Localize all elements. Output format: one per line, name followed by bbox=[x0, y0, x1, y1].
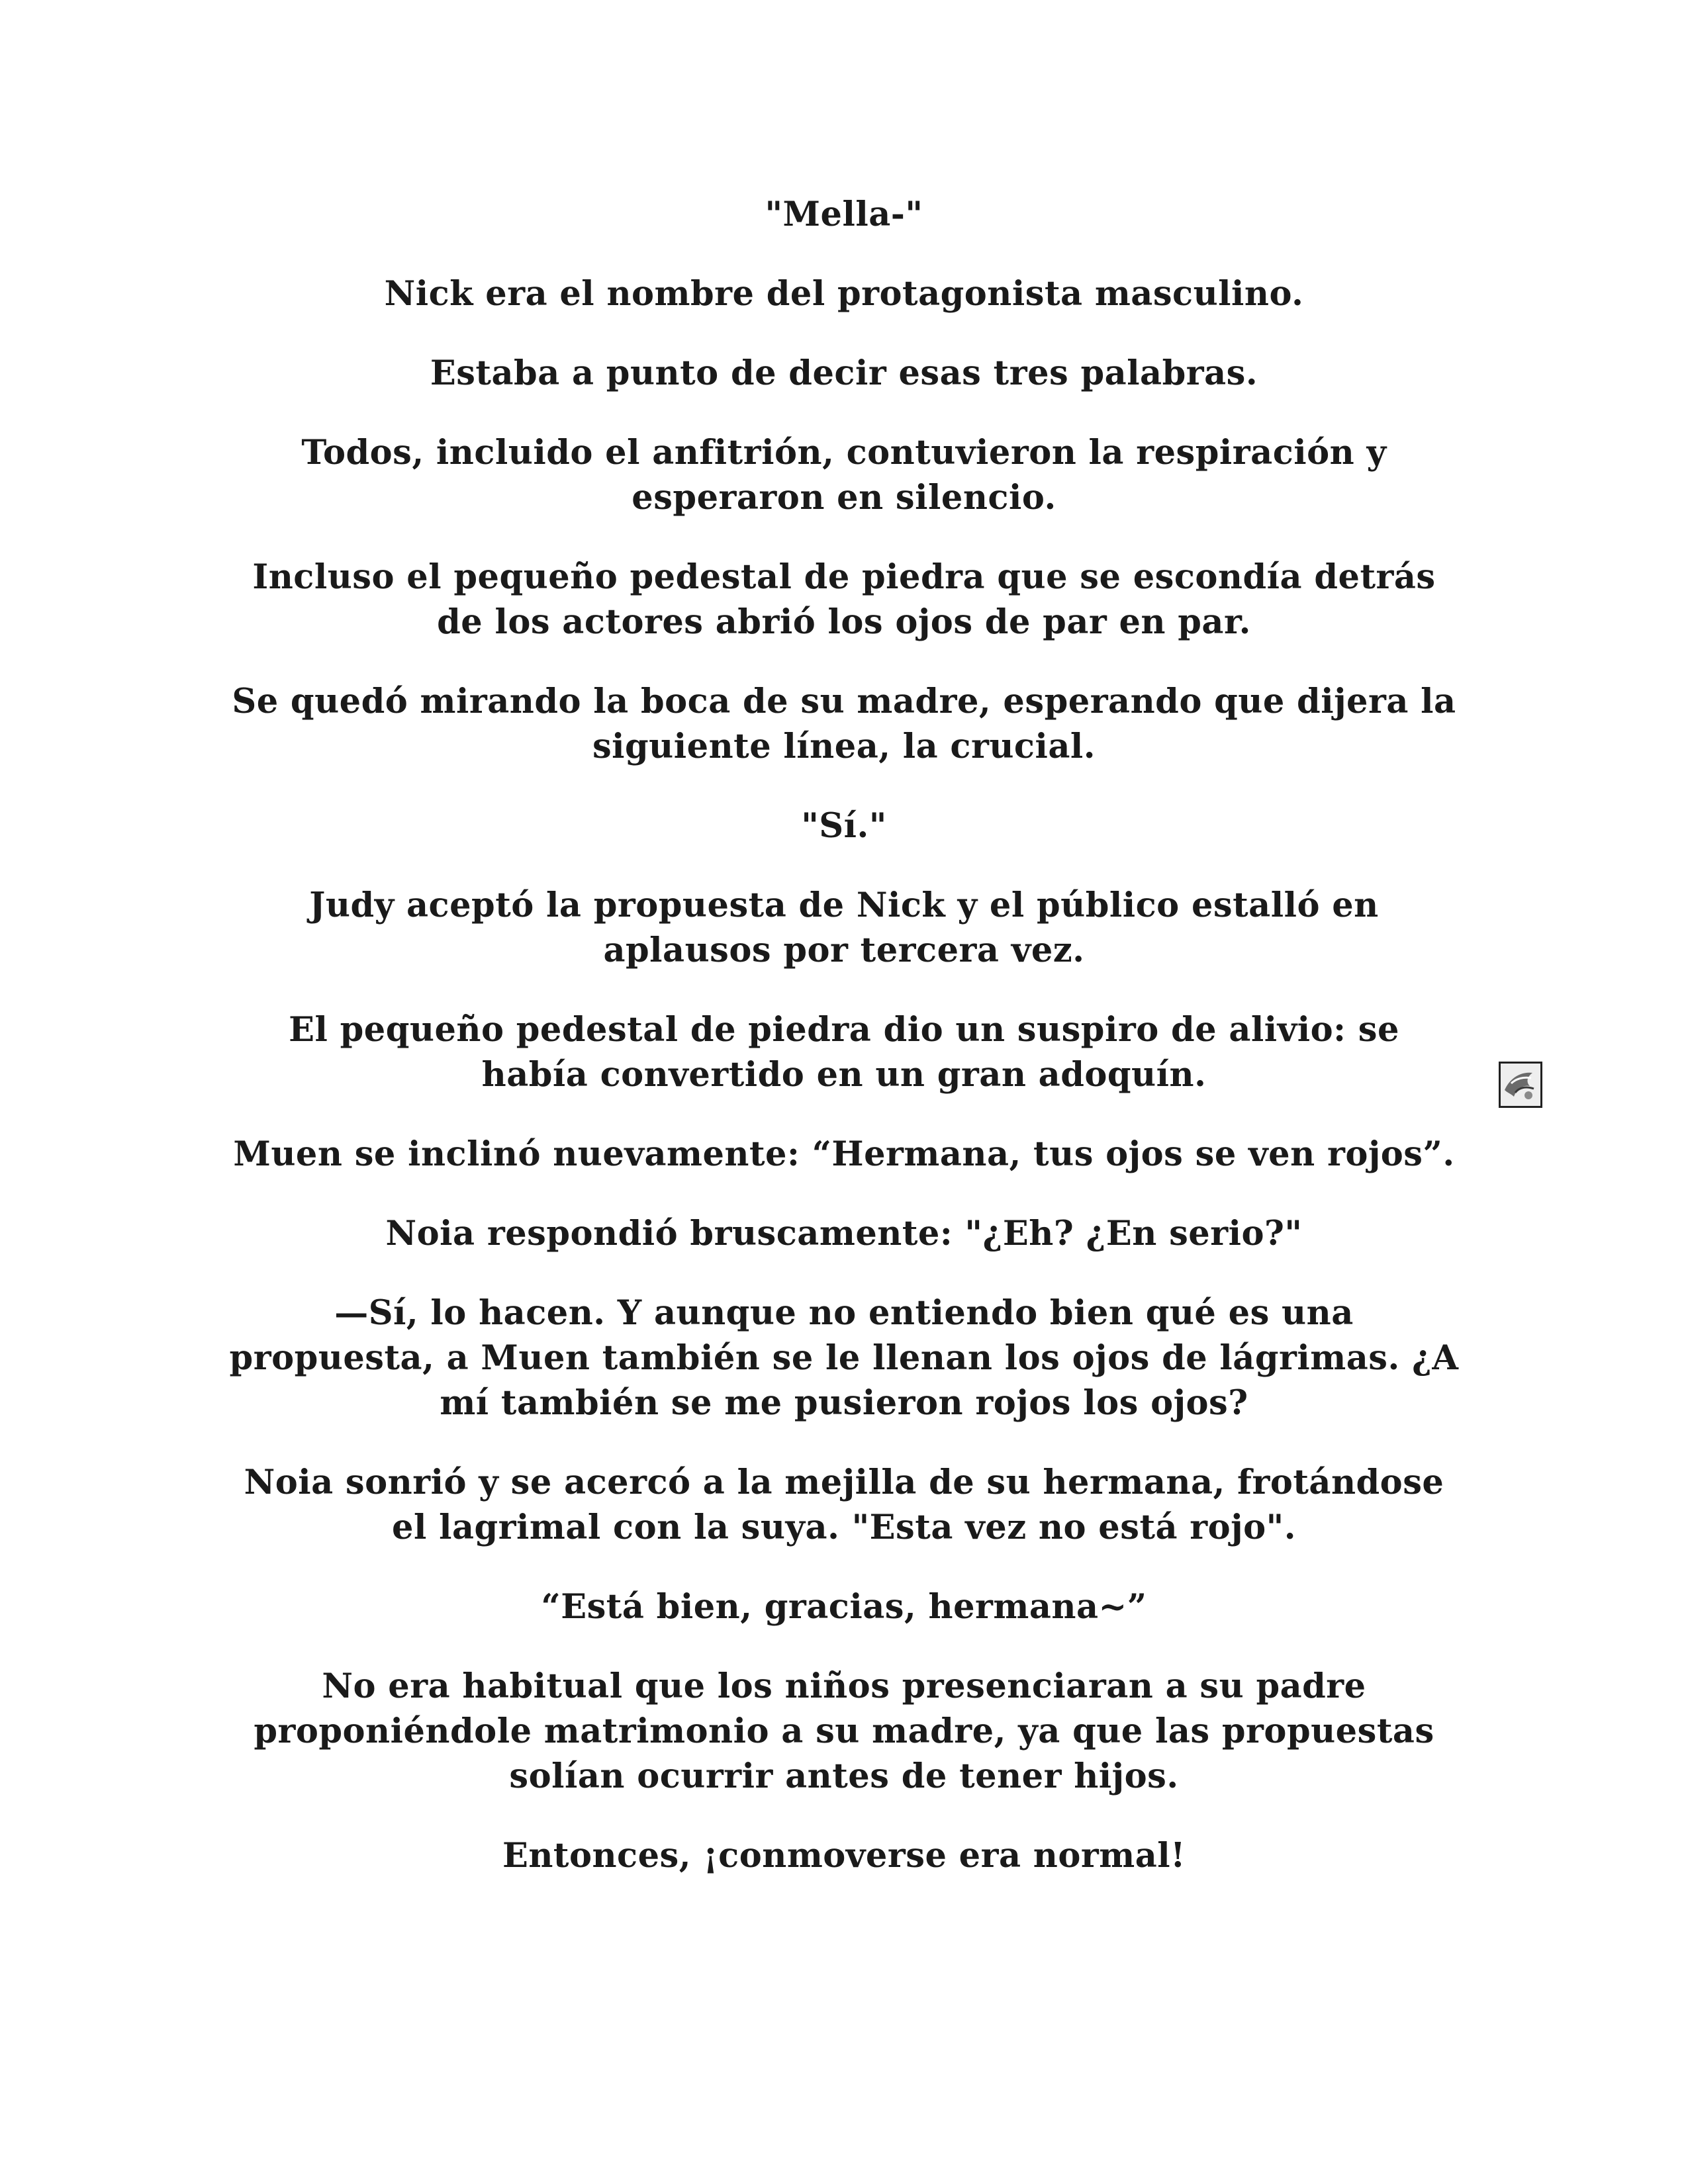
text-line: de los actores abrió los ojos de par en par. bbox=[437, 602, 1251, 642]
text-line: No era habitual que los niños presenciaran a su padre bbox=[322, 1666, 1366, 1706]
text-line: Judy aceptó la propuesta de Nick y el público estalló en bbox=[309, 886, 1379, 925]
text-line: había convertido en un gran adoquín. bbox=[481, 1055, 1207, 1095]
paragraph bbox=[218, 1291, 1470, 1426]
text-line: Noia respondió bruscamente: "¿Eh? ¿En serio?" bbox=[385, 1214, 1303, 1253]
text-line: "Mella-" bbox=[765, 195, 923, 234]
text-line: mí también se me pusieron rojos los ojos? bbox=[440, 1383, 1248, 1423]
text-line: siguiente línea, la crucial. bbox=[592, 727, 1096, 766]
text-line: esperaron en silencio. bbox=[632, 478, 1056, 518]
paragraph bbox=[218, 430, 1470, 520]
paragraph bbox=[218, 271, 1470, 316]
paragraph bbox=[218, 1132, 1470, 1177]
text-line: solían ocurrir antes de tener hijos. bbox=[509, 1756, 1179, 1796]
text-line: aplausos por tercera vez. bbox=[603, 931, 1085, 970]
paragraph bbox=[218, 1584, 1470, 1629]
text-line: Se quedó mirando la boca de su madre, esperando que dijera la bbox=[232, 682, 1456, 721]
text-line: Nick era el nombre del protagonista masculino. bbox=[384, 274, 1304, 314]
paragraph bbox=[218, 192, 1470, 237]
text-line: propuesta, a Muen también se le llenan los ojos de lágrimas. ¿A bbox=[229, 1338, 1459, 1378]
paragraph bbox=[218, 883, 1470, 973]
text-line: Incluso el pequeño pedestal de piedra que se escondía detrás bbox=[252, 557, 1436, 597]
paragraph bbox=[218, 1211, 1470, 1256]
paragraph bbox=[218, 1664, 1470, 1799]
text-line: Entonces, ¡conmoverse era normal! bbox=[502, 1836, 1186, 1876]
paragraph bbox=[218, 803, 1470, 848]
text-line: el lagrimal con la suya. "Esta vez no está rojo". bbox=[392, 1508, 1296, 1547]
text-line: El pequeño pedestal de piedra dio un suspiro de alivio: se bbox=[289, 1010, 1399, 1050]
text-line: Todos, incluido el anfitrión, contuvieron la respiración y bbox=[301, 433, 1387, 473]
text-line: proponiéndole matrimonio a su madre, ya que las propuestas bbox=[254, 1711, 1434, 1751]
text-line: Estaba a punto de decir esas tres palabras. bbox=[430, 353, 1258, 393]
paragraph bbox=[218, 555, 1470, 645]
paragraph bbox=[218, 351, 1470, 396]
text-line: —Sí, lo hacen. Y aunque no entiendo bien qué es una bbox=[334, 1293, 1354, 1333]
text-line: “Está bien, gracias, hermana~” bbox=[541, 1587, 1147, 1627]
paragraph bbox=[218, 1833, 1470, 1878]
image-thumbnail-icon[interactable] bbox=[1499, 1062, 1542, 1108]
text-line: "Sí." bbox=[801, 806, 887, 846]
text-line: Muen se inclinó nuevamente: “Hermana, tus ojos se ven rojos”. bbox=[233, 1134, 1455, 1174]
text-line: Noia sonrió y se acercó a la mejilla de su hermana, frotándose bbox=[244, 1463, 1444, 1502]
story-text bbox=[218, 192, 1470, 1913]
paragraph bbox=[218, 1007, 1470, 1097]
paragraph bbox=[218, 1460, 1470, 1550]
paragraph bbox=[218, 679, 1470, 769]
